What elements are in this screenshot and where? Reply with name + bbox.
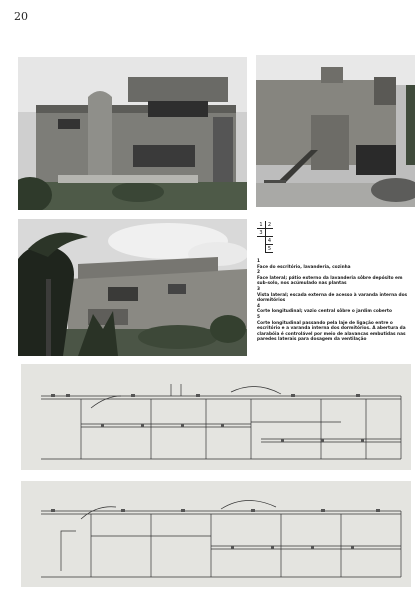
caption-text: Face lateral; pátio externo da lavanderia sôbre depósito em sub-solo, nos acúmulado nas plantas bbox=[257, 275, 403, 287]
caption-number: 5 bbox=[257, 314, 260, 320]
caption-number: 4 bbox=[257, 303, 260, 309]
key-row bbox=[257, 245, 273, 253]
section-drawing-2-image bbox=[21, 481, 411, 587]
key-cell: 3 bbox=[257, 229, 265, 237]
caption-number: 1 bbox=[257, 259, 260, 264]
longitudinal-section-drawing-1 bbox=[21, 364, 411, 470]
key-cell: 5 bbox=[265, 245, 273, 253]
caption-text: Corte longitudinal; vazio central sôbre o jardim coberto bbox=[257, 309, 392, 315]
longitudinal-section-drawing-2 bbox=[21, 481, 411, 587]
photo-captions bbox=[257, 259, 414, 343]
section-drawing-1-image bbox=[21, 364, 411, 470]
facade-photo-image bbox=[18, 57, 247, 210]
key-cell: 2 bbox=[265, 221, 273, 229]
building-facade-photo bbox=[18, 57, 247, 210]
caption-text: Face do escritório, lavanderia, cozinha bbox=[257, 264, 351, 270]
caption-text: Corte longitudinal passando pela laje de ligação entre o escritório e a varanda interna dos dormitórios. A abertura da clarabóia é controlável por meio de alavancas embutidas nas paredes laterais para dosagem da ventilação bbox=[257, 320, 406, 343]
key-row bbox=[257, 229, 273, 237]
side-view-photo-image bbox=[18, 219, 247, 356]
key-cell bbox=[265, 229, 273, 237]
side-view-photo bbox=[18, 219, 247, 356]
page-number: 20 bbox=[14, 10, 28, 23]
caption-number: 3 bbox=[257, 286, 260, 292]
key-row bbox=[257, 237, 273, 245]
key-row bbox=[257, 221, 273, 229]
photo-key-grid bbox=[257, 221, 273, 253]
lateral-photo-image bbox=[256, 55, 415, 207]
key-cell: 4 bbox=[265, 237, 273, 245]
caption-number: 2 bbox=[257, 270, 260, 276]
lateral-face-photo bbox=[256, 55, 415, 207]
caption-text: Vista lateral; escada externa de acesso à varanda interna dos dormitórios bbox=[257, 292, 408, 304]
key-cell: 1 bbox=[257, 221, 265, 229]
